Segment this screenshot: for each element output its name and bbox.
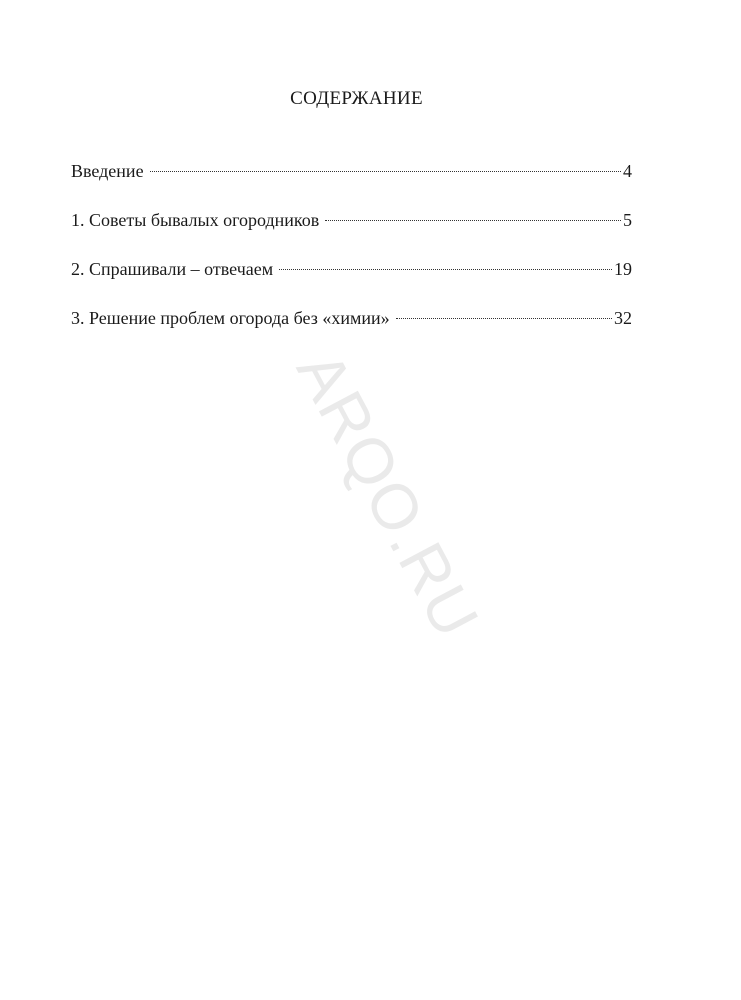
toc-entry-page-number: 5 — [623, 210, 632, 230]
toc-entry-label: 3. Решение проблем огорода без «химии» — [71, 308, 390, 328]
toc-entry-label: Введение — [71, 161, 144, 181]
watermark: ARQO.RU — [283, 340, 494, 650]
toc-entry-chapter-3[interactable] — [71, 305, 632, 354]
toc-entry-page-number: 4 — [623, 161, 632, 181]
toc-entry-chapter-2[interactable] — [71, 256, 632, 305]
toc-entry-page-number: 32 — [614, 308, 632, 328]
toc-entry-introduction[interactable] — [71, 158, 632, 207]
toc-entry-label: 2. Спрашивали – отвечаем — [71, 259, 274, 279]
page-title: СОДЕРЖАНИЕ — [290, 88, 423, 109]
dot-leader — [396, 318, 612, 319]
toc-entry-chapter-1[interactable] — [71, 207, 632, 256]
dot-leader — [150, 171, 621, 172]
toc-entry-label: 1. Советы бывалых огородников — [71, 210, 320, 230]
dot-leader — [325, 220, 621, 221]
toc-entry-page-number: 19 — [614, 259, 632, 279]
table-of-contents — [71, 158, 632, 354]
dot-leader — [279, 269, 612, 270]
